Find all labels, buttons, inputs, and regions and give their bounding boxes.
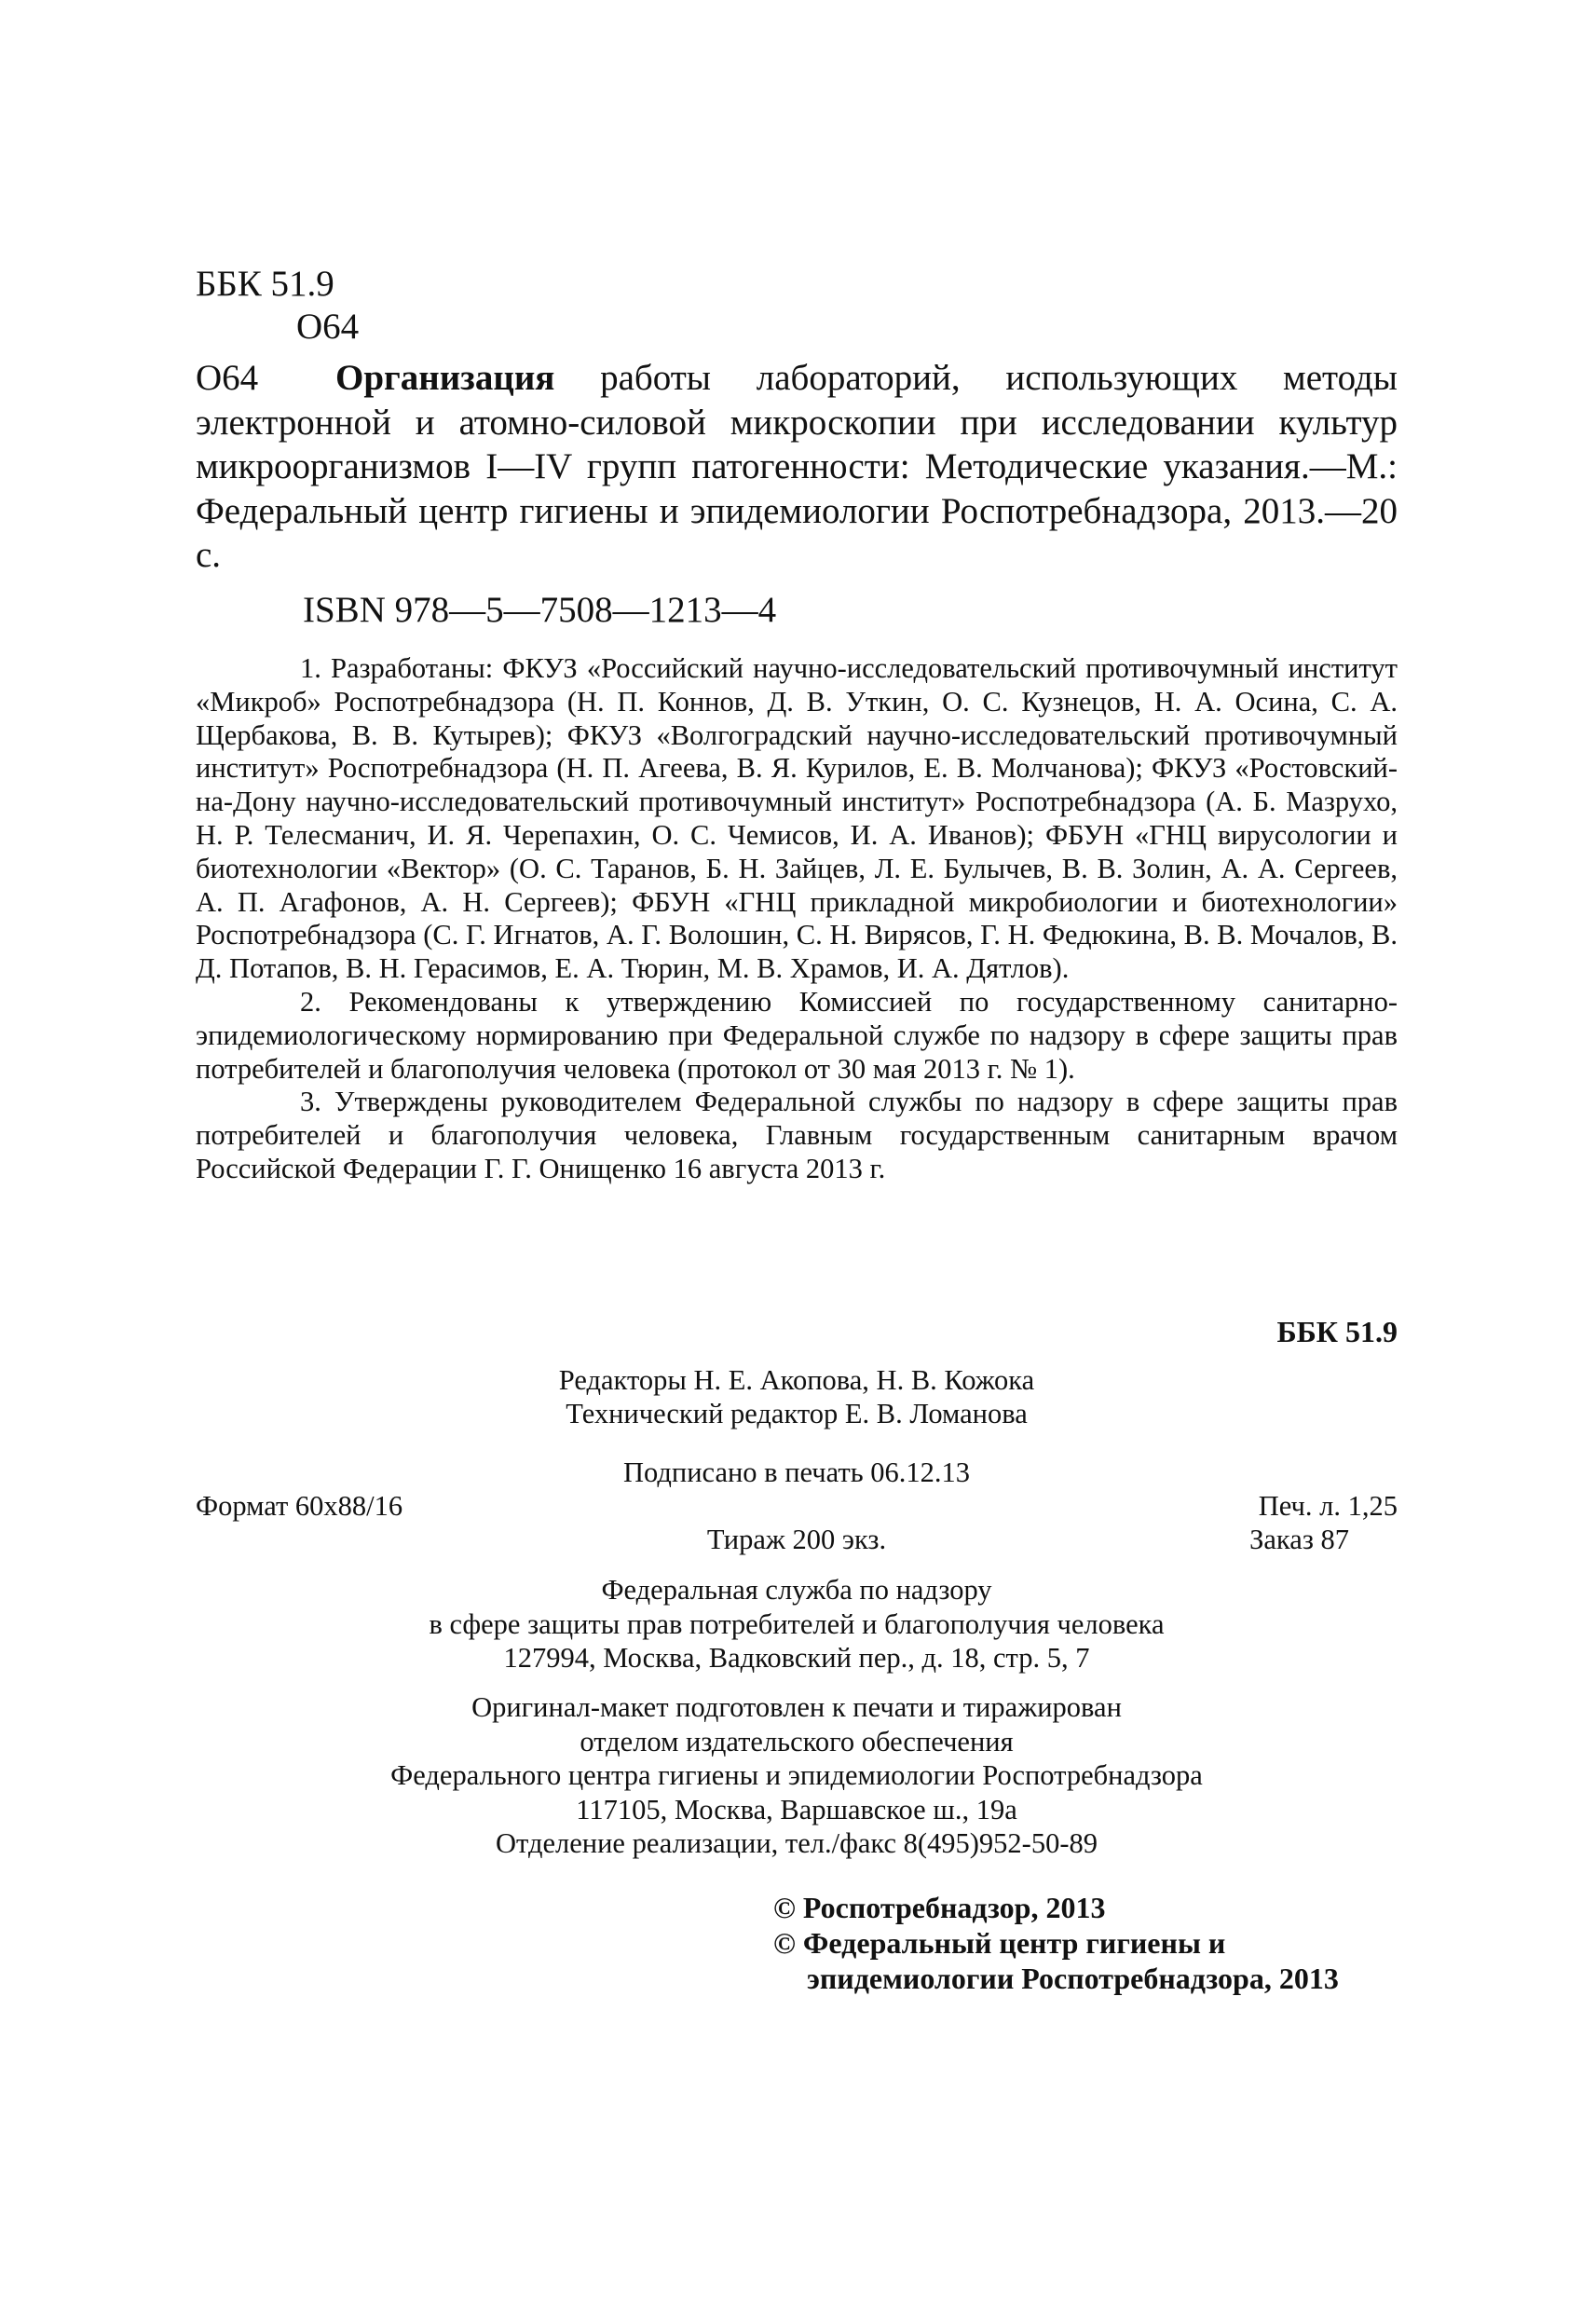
bbk-label: ББК 51.9	[196, 264, 334, 304]
copyright-line: эпидемиологии Роспотребнадзора, 2013	[807, 1962, 1339, 1995]
tech-editor: Технический редактор Е. В. Ломанова	[566, 1398, 1028, 1429]
entry-code: О64	[196, 358, 259, 398]
publisher-address: 127994, Москва, Вадковский пер., д. 18, стр. 5, 7	[503, 1642, 1090, 1674]
print-sheets: Печ. л. 1,25	[1258, 1490, 1398, 1522]
printer-line: Федерального центра гигиены и эпидемиологии Роспотребнадзора	[390, 1759, 1203, 1791]
editors-block	[196, 1363, 1398, 1430]
copyright-line: © Федеральный центр гигиены и	[773, 1926, 1226, 1960]
printer-contact: Отделение реализации, тел./факс 8(495)952-50-89	[496, 1827, 1098, 1859]
signed-to-print: Подписано в печать 06.12.13	[622, 1456, 971, 1488]
bibliographic-entry	[196, 356, 1398, 578]
paper-format: Формат 60х88/16	[196, 1490, 403, 1522]
printer-block	[196, 1690, 1398, 1861]
note-1: 1. Разработаны: ФКУЗ «Российский научно-исследовательский противочумный институт «Микроб» Роспотребнадзора (Н. П. Коннов, Д. В. Уткин, О. С. Кузнецов, Н. А. Осина, С. А. Щербакова, В. В. Кутырев); ФКУЗ «Волгоградский научно-исследовательский противочумный институт» Роспотребнадзора (Н. П. Агеева, В. Я. Курилов, Е. В. Молчанова); ФКУЗ «Ростовский-на-Дону научно-исследовательский противочумный институт» Роспотребнадзора (А. Б. Мазрухо, Н. Р. Телесманич, И. Я. Черепахин, О. С. Чемисов, И. А. Иванов); ФБУН «ГНЦ вирусологии и биотехнологии «Вектор» (О. С. Таранов, Б. Н. Зайцев, Л. Е. Булычев, В. В. Золин, А. А. Сергеев, А. П. Агафонов, А. Н. Сергеев); ФБУН «ГНЦ прикладной микробиологии и биотехнологии» Роспотребнадзора (С. Г. Игнатов, А. Г. Волошин, С. Н. Вирясов, Г. Н. Федюкина, В. В. Мочалов, В. Д. Потапов, В. Н. Герасимов, Е. А. Тюрин, М. В. Храмов, И. А. Дятлов).	[196, 652, 1398, 985]
author-code: О64	[296, 307, 360, 347]
isbn: ISBN 978—5—7508—1213—4	[303, 590, 777, 630]
bbk-footer: ББК 51.9	[1276, 1315, 1398, 1348]
publisher-line: Федеральная служба по надзору	[601, 1574, 992, 1606]
print-run: Тираж 200 экз.	[706, 1524, 887, 1555]
printer-line: Оригинал-макет подготовлен к печати и тиражирован	[471, 1691, 1122, 1723]
entry-title: Организация	[335, 358, 555, 398]
publisher-block	[196, 1573, 1398, 1675]
order-number: Заказ 87	[1249, 1524, 1349, 1555]
entry-text: работы лабораторий, использующих методы электронной и атомно-силовой микроскопии при исследовании культур микроорганизмов I—IV групп патогенности: Методические указания.—М.: Федеральный центр гигиены и эпидемиологии Роспотребнадзора, 2013.—20 с.	[196, 358, 1398, 575]
printer-line: отделом издательского обеспечения	[580, 1725, 1014, 1757]
note-3: 3. Утверждены руководителем Федеральной службы по надзору в сфере защиты прав потребителей и благополучия человека, Главным государственным санитарным врачом Российской Федерации Г. Г. Онищенко 16 августа 2013 г.	[196, 1086, 1398, 1184]
copyright-line: © Роспотребнадзор, 2013	[773, 1891, 1106, 1924]
copyright-block	[773, 1890, 1425, 1996]
note-2: 2. Рекомендованы к утверждению Комиссией по государственному санитарно-эпидемиологическому нормированию при Федеральной службе по надзору в сфере защиты прав потребителей и благополучия человека (протокол от 30 мая 2013 г. № 1).	[196, 985, 1398, 1085]
development-notes	[196, 652, 1398, 1186]
publisher-line: в сфере защиты прав потребителей и благополучия человека	[429, 1607, 1165, 1640]
printer-address: 117105, Москва, Варшавское ш., 19а	[576, 1793, 1017, 1826]
editors: Редакторы Н. Е. Акопова, Н. В. Кожока	[558, 1364, 1035, 1396]
